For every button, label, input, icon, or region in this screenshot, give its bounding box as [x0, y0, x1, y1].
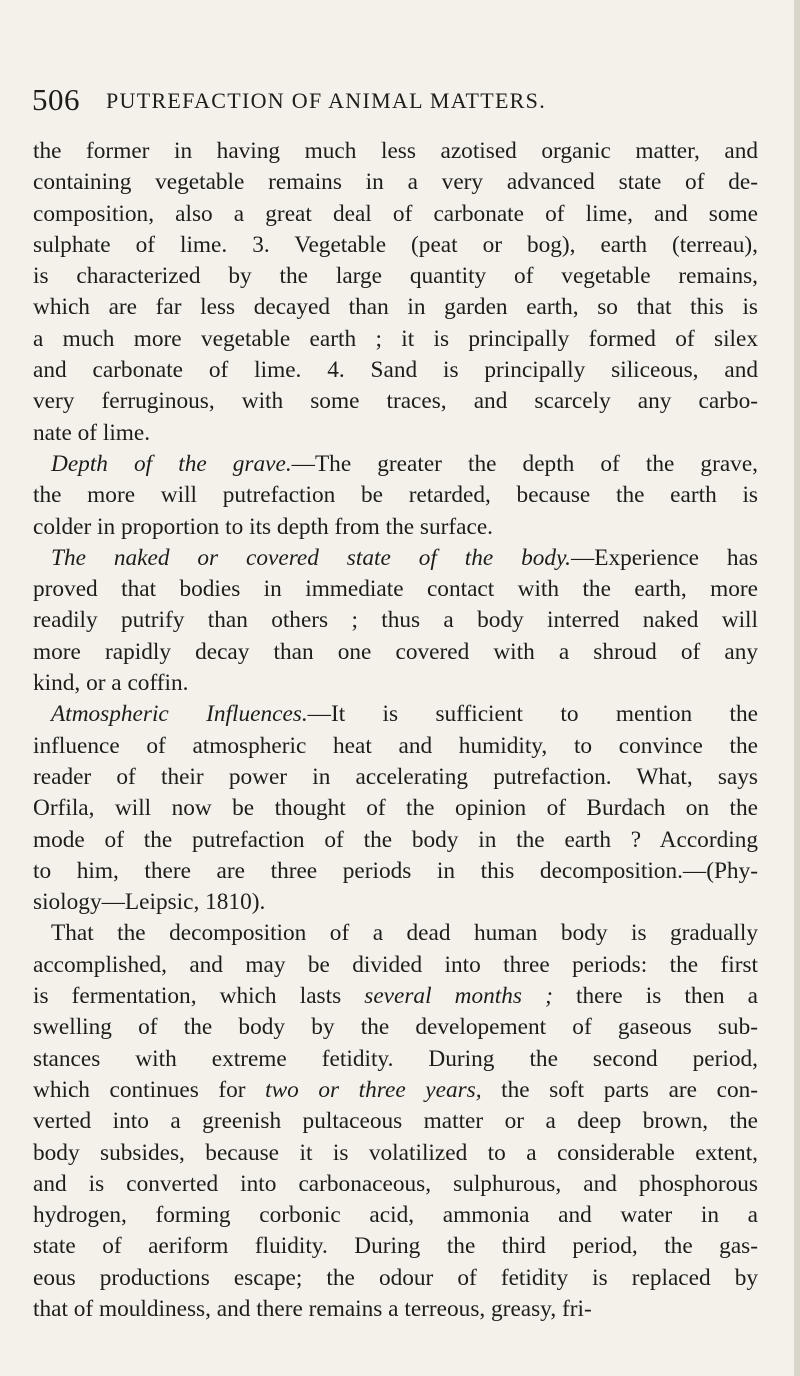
text-line	[33, 1075, 758, 1106]
line-text: to him, there are three periods in this decomposition.—(Phy-	[33, 857, 758, 884]
text-line	[33, 292, 758, 323]
emphasis: two or three years,	[245, 1076, 482, 1103]
line-text: —The greater the depth of the grave,	[291, 450, 758, 477]
text-line	[33, 1138, 758, 1169]
line-text: Orfila, will now be thought of the opinion of Burdach on the	[33, 795, 758, 822]
line-text: and is converted into carbonaceous, sulphurous, and phosphorous	[33, 1170, 758, 1197]
text-line	[33, 668, 758, 699]
line-text: stances with extreme fetidity. During the second period,	[33, 1045, 758, 1072]
line-text: —It is sufficient to mention the	[307, 701, 758, 728]
text-line	[33, 230, 758, 261]
page-number: 506	[32, 82, 80, 117]
text-line	[33, 480, 758, 511]
text-line	[33, 637, 758, 668]
line-text: siology—Leipsic, 1810).	[33, 889, 266, 916]
page-edge	[794, 0, 800, 1376]
line-text: mode of the putrefaction of the body in the earth ? According	[33, 826, 758, 853]
text-line	[33, 699, 758, 730]
line-text: is characterized by the large quantity of vegetable remains,	[33, 263, 758, 290]
text-line	[33, 1169, 758, 1200]
text-line	[33, 261, 758, 292]
line-text: more rapidly decay than one covered with a shroud of any	[33, 638, 758, 665]
line-text: that of mouldiness, and there remains a terreous, greasy, fri-	[33, 1295, 592, 1322]
text-line	[33, 199, 758, 230]
text-line	[33, 418, 758, 449]
line-text: body subsides, because it is volatilized to a considerable extent,	[33, 1139, 758, 1166]
line-text: readily putrify than others ; thus a body interred naked will	[33, 607, 758, 634]
text-line	[33, 950, 758, 981]
line-text: kind, or a coffin.	[33, 670, 189, 697]
line-text: which are far less decayed than in garden earth, so that this is	[33, 294, 758, 321]
line-text: hydrogen, forming corbonic acid, ammonia and water in a	[33, 1202, 758, 1229]
line-text: nate of lime.	[33, 419, 151, 446]
line-text: the former in having much less azotised organic matter, and	[33, 138, 758, 164]
text-line	[33, 1263, 758, 1294]
line-text: eous productions escape; the odour of fetidity is replaced by	[33, 1264, 758, 1291]
text-line	[33, 762, 758, 793]
running-title: PUTREFACTION OF ANIMAL MATTERS.	[106, 88, 546, 113]
line-text: the soft parts are con-	[481, 1076, 758, 1103]
text-line	[33, 574, 758, 605]
emphasis: several months ;	[341, 983, 553, 1010]
line-text: influence of atmospheric heat and humidity, to convince the	[33, 732, 758, 759]
text-line	[33, 1294, 758, 1325]
line-text: state of aeriform fluidity. During the third period, the gas-	[33, 1233, 758, 1260]
text-line	[33, 918, 758, 949]
line-text: reader of their power in accelerating putrefaction. What, says	[33, 763, 758, 790]
line-text: there is then a	[552, 983, 758, 1010]
text-line	[33, 449, 758, 480]
text-line	[33, 386, 758, 417]
text-line	[33, 887, 758, 918]
line-text: verted into a greenish pultaceous matter or a deep brown, the	[33, 1108, 758, 1135]
text-line	[33, 981, 758, 1012]
line-text: swelling of the body by the developement of gaseous sub-	[33, 1014, 758, 1041]
line-text: sulphate of lime. 3. Vegetable (peat or bog), earth (terreau),	[33, 231, 758, 258]
text-line	[33, 1106, 758, 1137]
text-line	[33, 856, 758, 887]
text-line	[33, 793, 758, 824]
text-line	[33, 825, 758, 856]
text-line	[33, 355, 758, 386]
line-text: proved that bodies in immediate contact with the earth, more	[33, 576, 758, 603]
text-line	[33, 605, 758, 636]
line-text: —Experience has	[570, 544, 758, 571]
text-line	[33, 1044, 758, 1075]
line-text: very ferruginous, with some traces, and scarcely any carbo-	[33, 388, 758, 415]
line-text: and carbonate of lime. 4. Sand is principally siliceous, and	[33, 357, 758, 384]
text-line	[33, 512, 758, 543]
text-line	[33, 1231, 758, 1262]
line-text: colder in proportion to its depth from the surface.	[33, 513, 493, 540]
line-text: accomplished, and may be divided into three periods: the first	[33, 951, 758, 978]
line-text: the more will putrefaction be retarded, because the earth is	[33, 482, 758, 509]
body-text	[33, 136, 758, 1325]
line-text: composition, also a great deal of carbonate of lime, and some	[33, 200, 758, 227]
text-line	[33, 1200, 758, 1231]
line-text: is fermentation, which lasts	[33, 983, 342, 1010]
text-line	[33, 543, 758, 574]
running-head	[0, 82, 800, 122]
text-line	[33, 167, 758, 198]
section-heading: Atmospheric Influences.	[51, 701, 308, 728]
line-text: containing vegetable remains in a very advanced state of de-	[33, 169, 758, 196]
section-heading: Depth of the grave.	[51, 450, 292, 477]
text-line	[33, 136, 758, 167]
text-line	[33, 1012, 758, 1043]
line-text: a much more vegetable earth ; it is principally formed of silex	[33, 325, 758, 352]
line-text: That the decomposition of a dead human body is gradually	[51, 920, 758, 947]
section-heading: The naked or covered state of the body.	[51, 544, 571, 571]
text-line	[33, 324, 758, 355]
line-text: which continues for	[33, 1076, 246, 1103]
text-line	[33, 731, 758, 762]
